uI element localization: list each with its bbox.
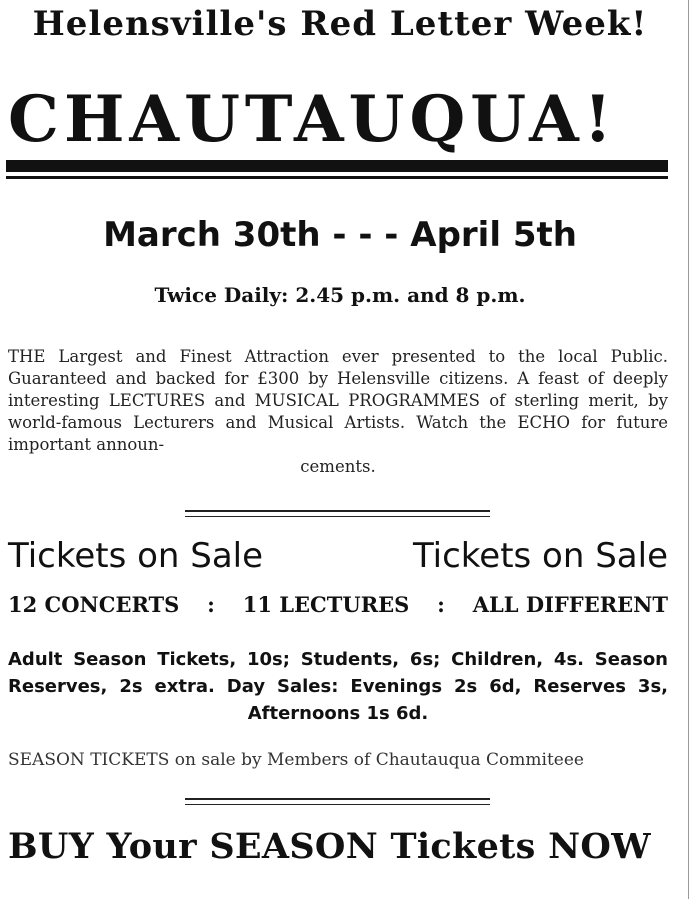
description-paragraph — [8, 346, 668, 478]
separator: : — [207, 592, 215, 617]
season-tickets-note: SEASON TICKETS on sale by Members of Chautauqua Commiteee — [8, 750, 584, 770]
all-different: ALL DIFFERENT — [472, 592, 668, 617]
tickets-on-sale-right: Tickets on Sale — [412, 536, 668, 576]
thin-divider — [6, 176, 668, 179]
double-rule-divider — [185, 798, 490, 805]
description-text: THE Largest and Finest Attraction ever presented to the local Public. Guaranteed and backed for £300 by Helensville citizens. A feast of deeply interesting LECTURES and MUSICAL PROGRAMMES of sterling merit, by world-famous Lecturers and Musical Artists. Watch the ECHO for future important announ- — [8, 347, 668, 454]
tickets-on-sale-row — [8, 536, 668, 586]
program-summary — [8, 592, 668, 617]
concerts-count: 12 CONCERTS — [8, 592, 180, 617]
buy-now-banner: BUY Your SEASON Tickets NOW — [8, 826, 651, 867]
thick-divider — [6, 160, 668, 172]
session-times: Twice Daily: 2.45 p.m. and 8 p.m. — [154, 283, 526, 307]
double-rule-divider — [185, 510, 490, 517]
tickets-on-sale-left: Tickets on Sale — [8, 536, 264, 576]
column-rule — [688, 0, 689, 899]
event-dates: March 30th - - - April 5th — [103, 215, 577, 255]
description-last-line: cements. — [300, 457, 376, 476]
separator: : — [437, 592, 445, 617]
main-title: CHAUTAUQUA! — [8, 82, 617, 157]
headline: Helensville's Red Letter Week! — [32, 4, 648, 44]
lectures-count: 11 LECTURES — [242, 592, 410, 617]
ticket-prices: Adult Season Tickets, 10s; Students, 6s; Children, 4s. Season Reserves, 2s extra. Day Sales: Evenings 2s 6d, Reserves 3s, Afternoons 1s 6d. — [8, 649, 668, 724]
